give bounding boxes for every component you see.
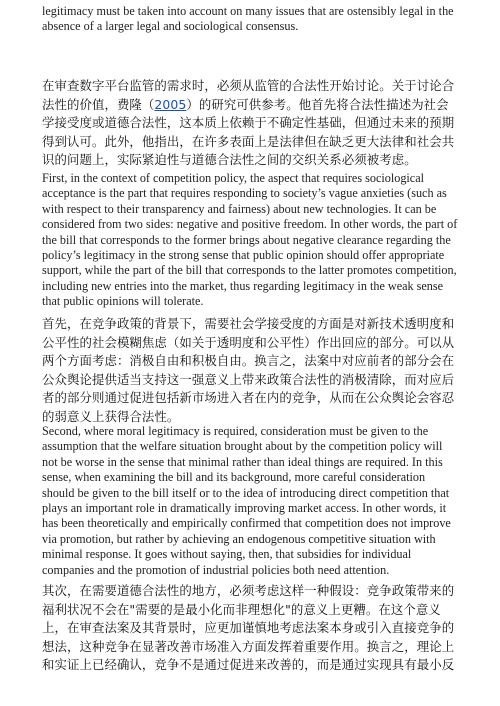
citation-link[interactable]: 2005 <box>154 96 187 112</box>
paragraph-en-2: First, in the context of competition policy, the aspect that requires sociological acceptance is the part that requires responding to society’s vague anxieties (such as with respect to their transparency and fairness) about new technologies. It can be considered from two sides: negative and positive freedom. In other words, the part of the bill that corresponds to the former brings about negative clearance regarding the policy’s legitimacy in the strong sense that public opinion should offer appropriate support, while the part of the bill that corresponds to the latter promotes competition, including new entries into the market, thus regarding legitimacy in the weak sense that public opinions will tolerate. <box>42 171 458 309</box>
paragraph-zh-1-text-b: ）的研究可供参考。他首先将合法性描述为社会学接受度或道德合法性，这本质上依赖于不确定性基础，但通过未来的预期得到认可。此外，他指出，在许多表面上是法律但在缺乏更大法律和社会共识的问题上，实际紧迫性与道德合法性之间的交织关系必须被考虑。 <box>42 96 455 168</box>
paragraph-zh-3: 其次，在需要道德合法性的地方，必须考虑这样一种假设：竞争政策带来的福利状况不会在"需要的是最小化而非理想化"的意义上更糟。在这个意义上，在审查法案及其背景时，应更加谨慎地考虑法案本身或引入直接竞争的想法，这种竞争在显著改善市场准入方面发挥着重要作用。换言之，理论上和实证上已经确认，竞争不是通过促进来改善的，而是通过实现具有最小反 <box>42 583 455 673</box>
paragraph-zh-2: 首先，在竞争政策的背景下，需要社会学接受度的方面是对新技术透明度和公平性的社会模糊焦虑（如关于透明度和公平性）作出回应的部分。可以从两个方面考虑：消极自由和积极自由。换言之，法案中对应前者的部分会在公众舆论提供适当支持这一强意义上带来政策合法性的消极清除，而对应后者的部分则通过促进包括新市场进入者在内的竞争，从而在公众舆论会容忍的弱意义上获得合法性。 <box>42 316 455 424</box>
paragraph-zh-1 <box>42 77 460 170</box>
paragraph-zh-1-text-a: 在审查数字平台监管的需求时，必须从监管的合法性开始讨论。关于讨论合法性的价值，费隆（ <box>42 78 455 112</box>
paragraph-en-3: Second, where moral legitimacy is required, consideration must be given to the assumption that the welfare situation brought about by the competition policy will not be worse in the sense that minimal rather than ideal things are required. In this sense, when examining the bill and its background, more careful consideration should be given to the bill itself or to the idea of introducing direct competition that plays an important role in dramatically improving market access. In other words, it has been theoretically and empirically confirmed that competition does not improve via promotion, but rather by achieving an endogenous competitive situation with minimal response. It goes without saying, then, that subsidies for individual companies and the promotion of industrial policies both need attention. <box>42 424 451 577</box>
paragraph-en-1: legitimacy must be taken into account on many issues that are ostensibly legal in the absence of a larger legal and sociological consensus. <box>42 4 454 34</box>
